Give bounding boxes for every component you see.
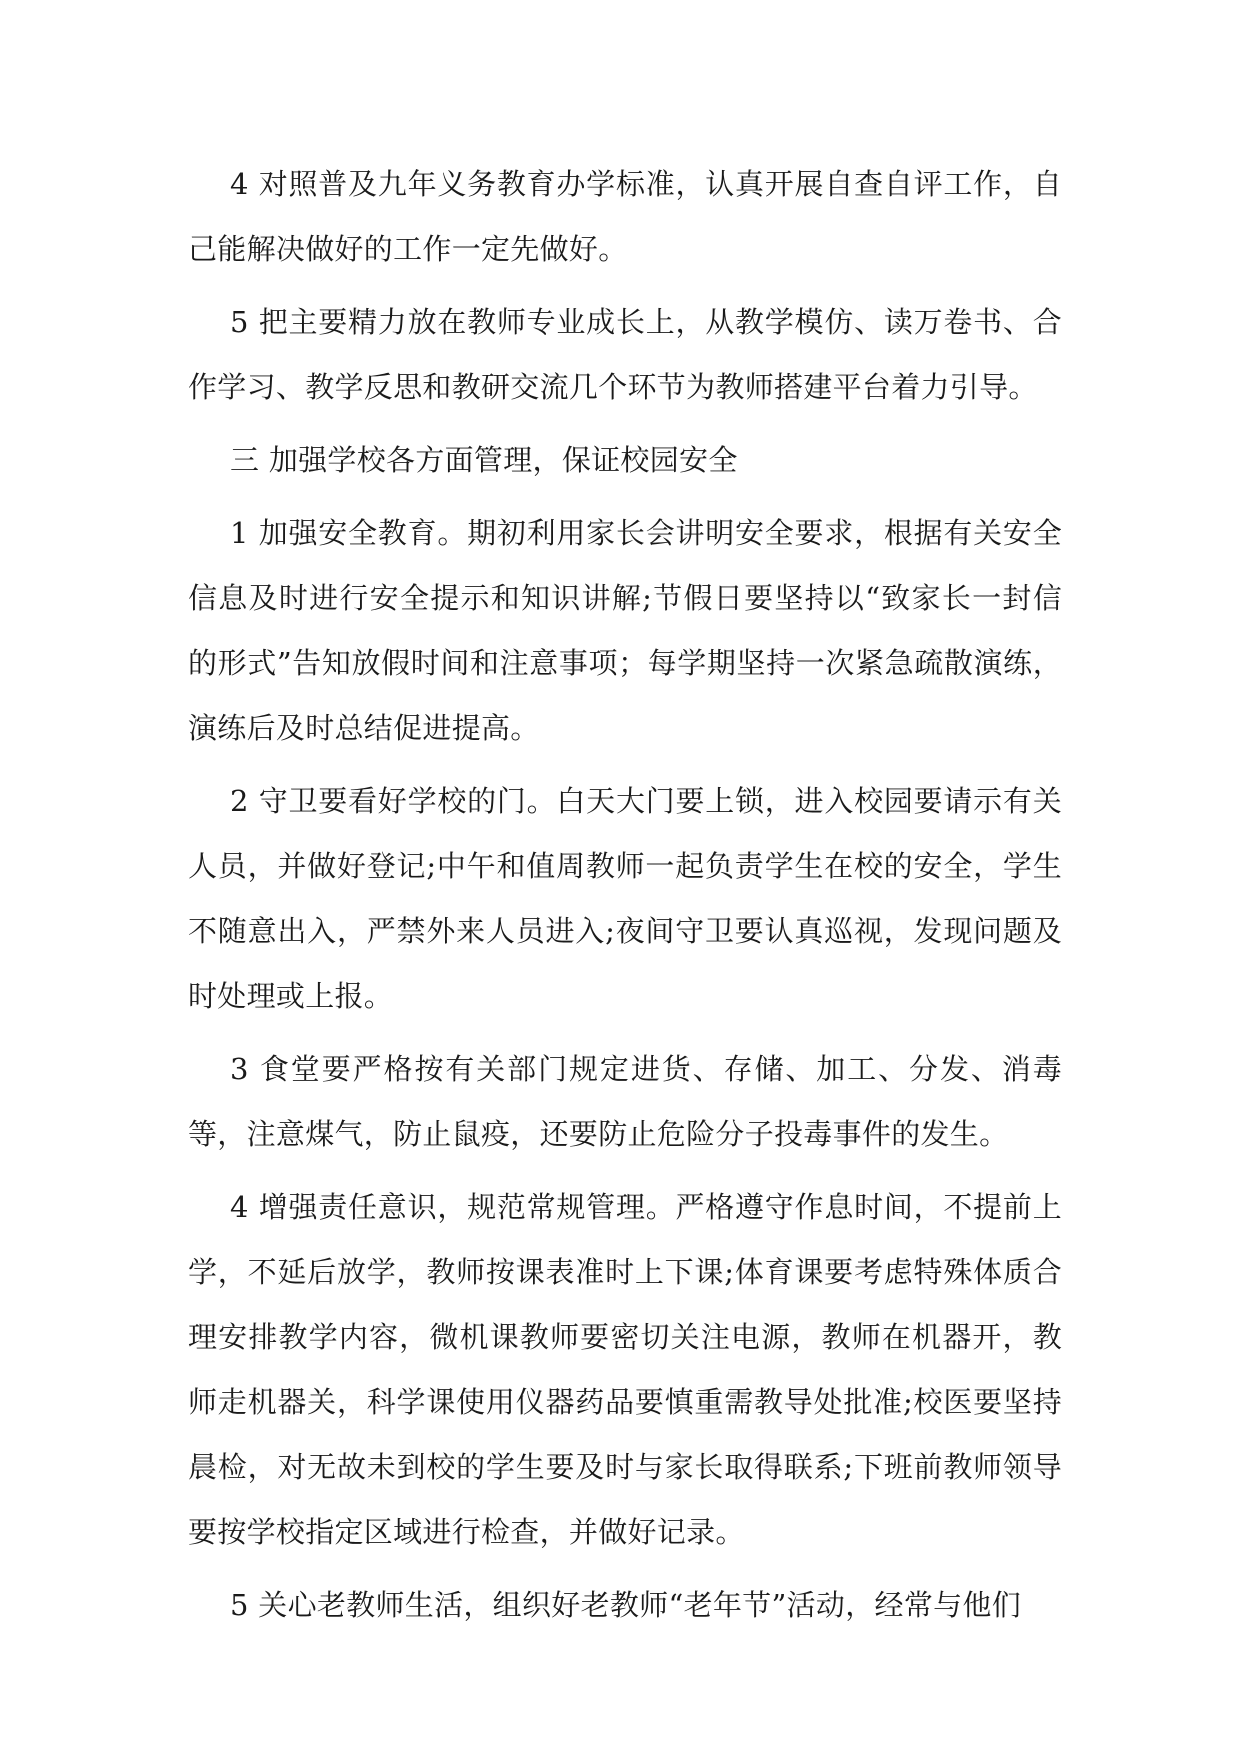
paragraph-item-5-elderly-teachers: 5 关心老教师生活，组织好老教师“老年节”活动，经常与他们 xyxy=(230,1588,1022,1622)
paragraph-item-2-guard-duty: 2 守卫要看好学校的门。白天大门要上锁，进入校园要请示有关人员，并做好登记;中午和值周教师一起负责学生在校的安全，学生不随意出入，严禁外来人员进入;夜间守卫要认真巡视，发现问题及时处理或上报。 xyxy=(188,784,1062,1013)
paragraph-item-4-responsibility: 4 增强责任意识，规范常规管理。严格遵守作息时间，不提前上学，不延后放学，教师按课表准时上下课;体育课要考虑特殊体质合理安排教学内容，微机课教师要密切关注电源，教师在机器开，教师走机器关，科学课使用仪器药品要慎重需教导处批准;校医要坚持晨检，对无故未到校的学生要及时与家长取得联系;下班前教师领导要按学校指定区域进行检查，并做好记录。 xyxy=(188,1190,1062,1549)
section-heading-campus-safety: 三 加强学校各方面管理，保证校园安全 xyxy=(230,443,738,477)
paragraph-item-5-teacher-growth: 5 把主要精力放在教师专业成长上，从教学模仿、读万卷书、合作学习、教学反思和教研交流几个环节为教师搭建平台着力引导。 xyxy=(188,305,1062,404)
paragraph-item-3-canteen: 3 食堂要严格按有关部门规定进货、存储、加工、分发、消毒等，注意煤气，防止鼠疫，还要防止危险分子投毒事件的发生。 xyxy=(188,1052,1062,1151)
document-body xyxy=(188,152,1062,1646)
paragraph-item-4-self-evaluation: 4 对照普及九年义务教育办学标准，认真开展自查自评工作，自己能解决做好的工作一定先做好。 xyxy=(188,167,1062,266)
paragraph-item-1-safety-education: 1 加强安全教育。期初利用家长会讲明安全要求，根据有关安全信息及时进行安全提示和知识讲解;节假日要坚持以“致家长一封信的形式”告知放假时间和注意事项；每学期坚持一次紧急疏散演练，演练后及时总结促进提高。 xyxy=(188,516,1062,745)
